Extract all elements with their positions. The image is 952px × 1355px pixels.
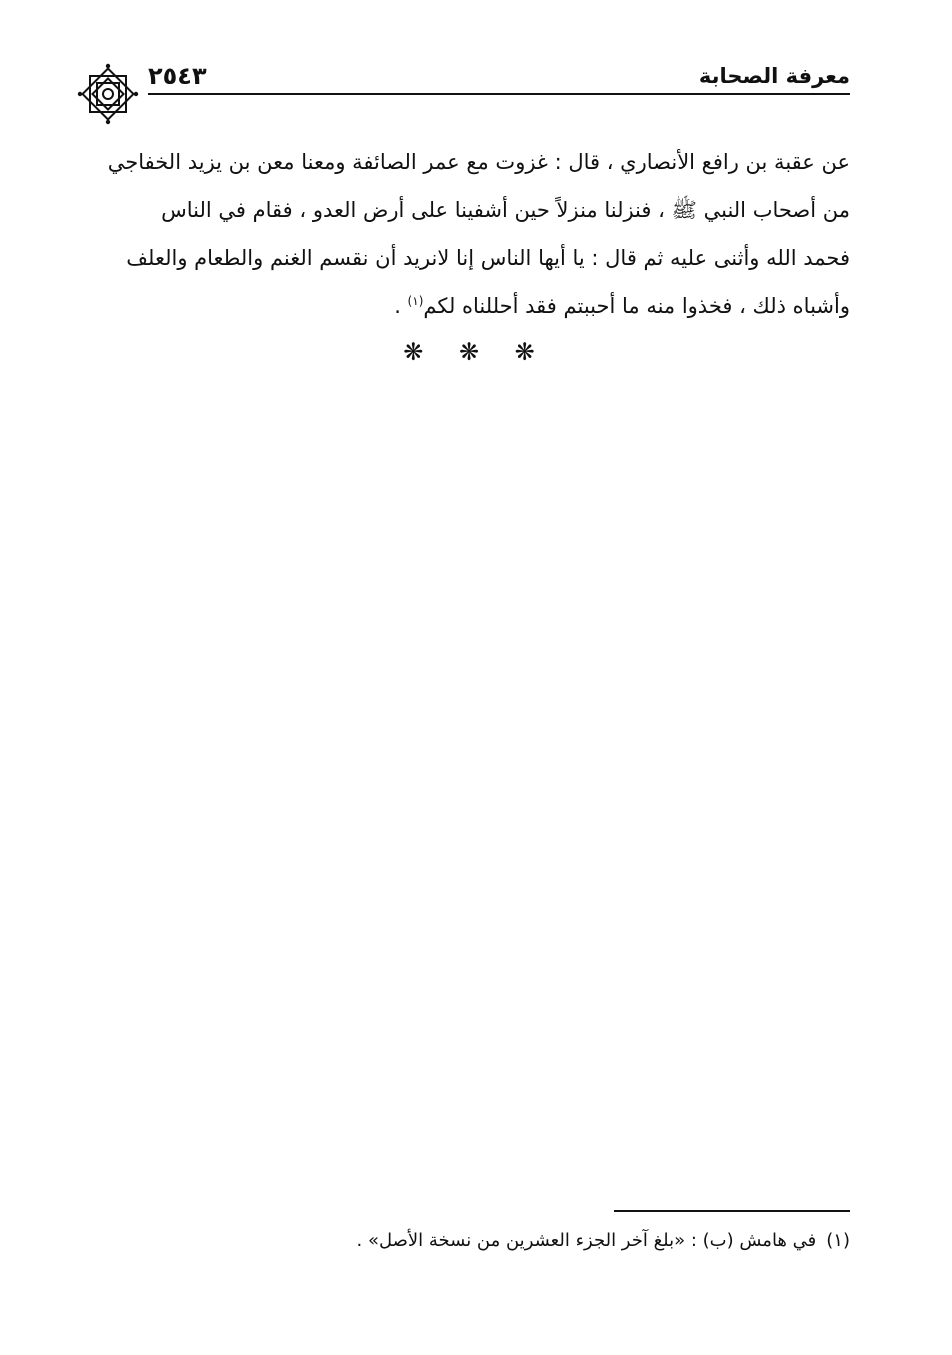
text-line-4 [84, 282, 850, 330]
text-line-4-end: . [394, 294, 408, 318]
footnote [250, 1226, 850, 1256]
text-line-3: فحمد الله وأثنى عليه ثم قال : يا أيها الناس إنا لانريد أن نقسم الغنم والطعام والعلف [126, 246, 850, 270]
octagram-ornament-icon [76, 62, 140, 126]
text-line-1: عن عقبة بن رافع الأنصاري ، قال : غزوت مع عمر الصائفة ومعنا معن بن يزيد الخفاجي [107, 150, 850, 174]
running-title: معرفة الصحابة [698, 64, 850, 88]
text-line-2: من أصحاب النبي ﷺ ، فنزلنا منزلاً حين أشفينا على أرض العدو ، فقام في الناس [161, 198, 850, 222]
page-number: ٢٥٤٣ [148, 62, 207, 90]
footnote-rule [614, 1210, 850, 1212]
footnote-reference[interactable]: (١) [407, 294, 424, 308]
text-line-4-content: وأشباه ذلك ، فخذوا منه ما أحببتم فقد أحللناه لكم [423, 294, 850, 318]
main-text [84, 138, 850, 330]
header-rule [148, 93, 850, 95]
section-separator: ❋ ❋ ❋ [403, 338, 549, 366]
footnote-text: في هامش (ب) : «بلغ آخر الجزء العشرين من نسخة الأصل» . [356, 1230, 817, 1251]
page-header [76, 56, 850, 126]
footnote-number: (١) [826, 1230, 850, 1251]
